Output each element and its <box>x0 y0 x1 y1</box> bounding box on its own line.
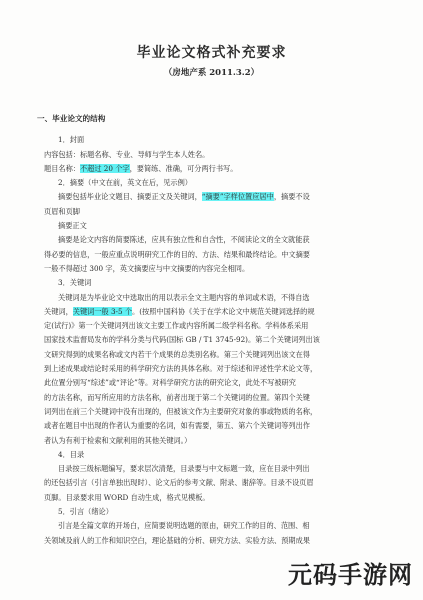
keywords-line-5: 文研究得到的成果名称或文内若干个成果的总类别名称。第三个关键词列出该文在得 <box>44 349 310 359</box>
keywords-line-2 <box>44 305 396 319</box>
keywords-line-11: 者认为有利于检索和文献利用的其他关键词。） <box>44 435 192 445</box>
document-title: 毕业论文格式补充要求 <box>136 45 287 61</box>
document-subtitle: （房地产系 2011.3.2） <box>163 68 260 78</box>
item-keywords-title: 3．关键词 <box>58 278 92 288</box>
item-intro-title: 5．引言（绪论） <box>58 507 113 517</box>
keywords-line-6: 到上述成果或结论时采用的科学研究方法的具体名称。对于综述和评述性学术论文等， <box>44 364 318 374</box>
abstract-para-1-b: ，摘要不设 <box>273 192 310 202</box>
abstract-para-1-a: 摘要包括毕业论文题目、摘要正文及关键词， <box>58 192 202 202</box>
keywords-line-3: 定(试行)》第一个关键词列出该文主要工作或内容所属二级学科名称。学科体系采用 <box>44 321 309 331</box>
document-body <box>37 112 396 548</box>
item-abstract-title: 2．摘要（中文在前，英文在后，见示例） <box>58 178 192 188</box>
keywords-line-7: 此位置分别写“综述”或“评论”等。对科学研究方法的研究论文，此处不写被研究 <box>44 378 296 388</box>
keywords-line-4: 国家技术监督局发布的学科分类与代码(国标 GB / T1 3745-92)。第二个关键词列出该 <box>44 335 320 345</box>
item-toc-title: 4．目录 <box>58 449 85 459</box>
cover-line-2 <box>44 162 396 176</box>
abstract-para-1-c: 页眉和页脚 <box>44 206 80 216</box>
toc-line-1: 目录按三级标题编写，要求层次清楚，目录要与中文标题一致，应在目录中列出 <box>58 464 310 474</box>
highlight-abstract-center: “摘要”字样位置应居中 <box>201 192 274 202</box>
cover-line-2-a: 题目名称： <box>44 163 80 173</box>
abstract-body-title: 摘要正文 <box>58 221 87 231</box>
abstract-body-line-3: 一般不得超过 300 字，英文摘要应与中文摘要的内容完全相同。 <box>44 263 250 273</box>
section-heading: 一、毕业论文的结构 <box>37 114 106 123</box>
highlight-title-length: 不超过 20 个字 <box>79 163 130 173</box>
keywords-line-2-a: 关键词， <box>44 306 73 316</box>
item-cover-title: 1．封面 <box>58 135 85 145</box>
keywords-line-10: 或者在题目中出现的作者认为重要的名词，如有需要，第五、第六个关键词等列出作 <box>44 421 310 431</box>
toc-line-2: 的还包括引言（引言单独出现时）、论文后的参考文献、附录、谢辞等。目录不设页眉 <box>44 478 314 488</box>
abstract-body-line-1: 摘要是论文内容的简要陈述，应具有独立性和自含性，不阅读论文的全文就能获 <box>58 235 310 245</box>
keywords-line-1: 关键词是为毕业论文中选取出的用以表示全文主题内容的单词或术语，不得自选 <box>58 292 310 302</box>
keywords-line-8: 的方法名称，而写所应用的方法名称，前者出现于第二个关键词的位置。第四个关键 <box>44 392 310 402</box>
intro-line-2: 关领域及前人的工作和知识空白，理论基础的分析、研究方法、实验方法、预期成果 <box>44 535 310 545</box>
keywords-line-9: 词列出在前三个关键词中没有出现的，但被该文作为主要研究对象的事或物质的名称， <box>44 406 318 416</box>
abstract-para-1 <box>44 190 396 204</box>
cover-line-1: 内容包括：标题名称、专业、导师与学生本人姓名。 <box>44 149 210 159</box>
toc-line-3: 页脚。目录要求用 WORD 自动生成，格式见模板。 <box>44 492 210 502</box>
keywords-line-2-b: 。(按照中国科协《关于在学术论文中规范关键词选择的规 <box>132 306 315 316</box>
abstract-body-line-2: 得必要的信息，一般应重点说明研究工作的目的、方法、结果和最终结论。中文摘要 <box>44 249 310 259</box>
site-watermark: 元码手游网 <box>288 561 413 589</box>
intro-line-1: 引言是全篇文章的开场白，应简要说明选题的原由，研究工作的目的、范围、相 <box>58 521 310 531</box>
cover-line-2-b: ，要简练、准确，可分两行书写。 <box>129 163 238 173</box>
highlight-keyword-count: 关键词一般 3-5 个 <box>72 306 133 316</box>
